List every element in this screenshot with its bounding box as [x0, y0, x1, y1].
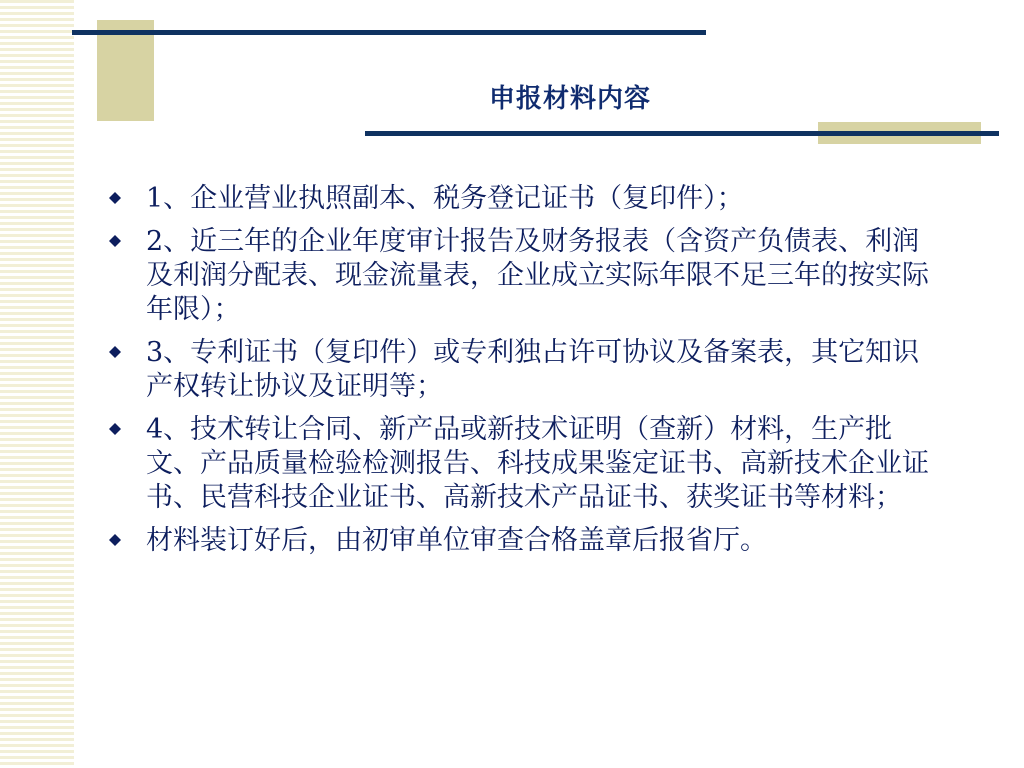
diamond-bullet-icon [108, 345, 122, 359]
list-item-text: 1、企业营业执照副本、税务登记证书（复印件）； [146, 183, 744, 214]
list-item-text: 2、近三年的企业年度审计报告及财务报表（含资产负债表、利润及利润分配表、现金流量表，企业成立实际年限不足三年的按实际年限）； [146, 226, 929, 325]
list-item [108, 524, 946, 558]
slide-title: 申报材料内容 [488, 84, 651, 114]
title-rule-top [72, 30, 706, 35]
list-item [108, 413, 946, 515]
diamond-bullet-icon [108, 191, 122, 205]
list-item-text: 4、技术转让合同、新产品或新技术证明（查新）材料，生产批文、产品质量检验检测报告、科技成果鉴定证书、高新技术企业证书、民营科技企业证书、高新技术产品证书、获奖证书等材料； [146, 414, 929, 513]
list-item [108, 336, 946, 404]
diamond-bullet-icon [108, 234, 122, 248]
title-rule-bottom [365, 131, 999, 136]
accent-block-top [97, 20, 154, 121]
list-item-text: 3、专利证书（复印件）或专利独占许可协议及备案表，其它知识产权转让协议及证明等； [146, 337, 920, 402]
diamond-bullet-icon [108, 533, 122, 547]
diamond-bullet-icon [108, 422, 122, 436]
list-item [108, 225, 946, 327]
list-item [108, 182, 946, 216]
list-item-text: 材料装订好后，由初审单位审查合格盖章后报省厅。 [146, 525, 767, 556]
bullet-list [108, 182, 968, 567]
striped-side-band [0, 0, 74, 768]
